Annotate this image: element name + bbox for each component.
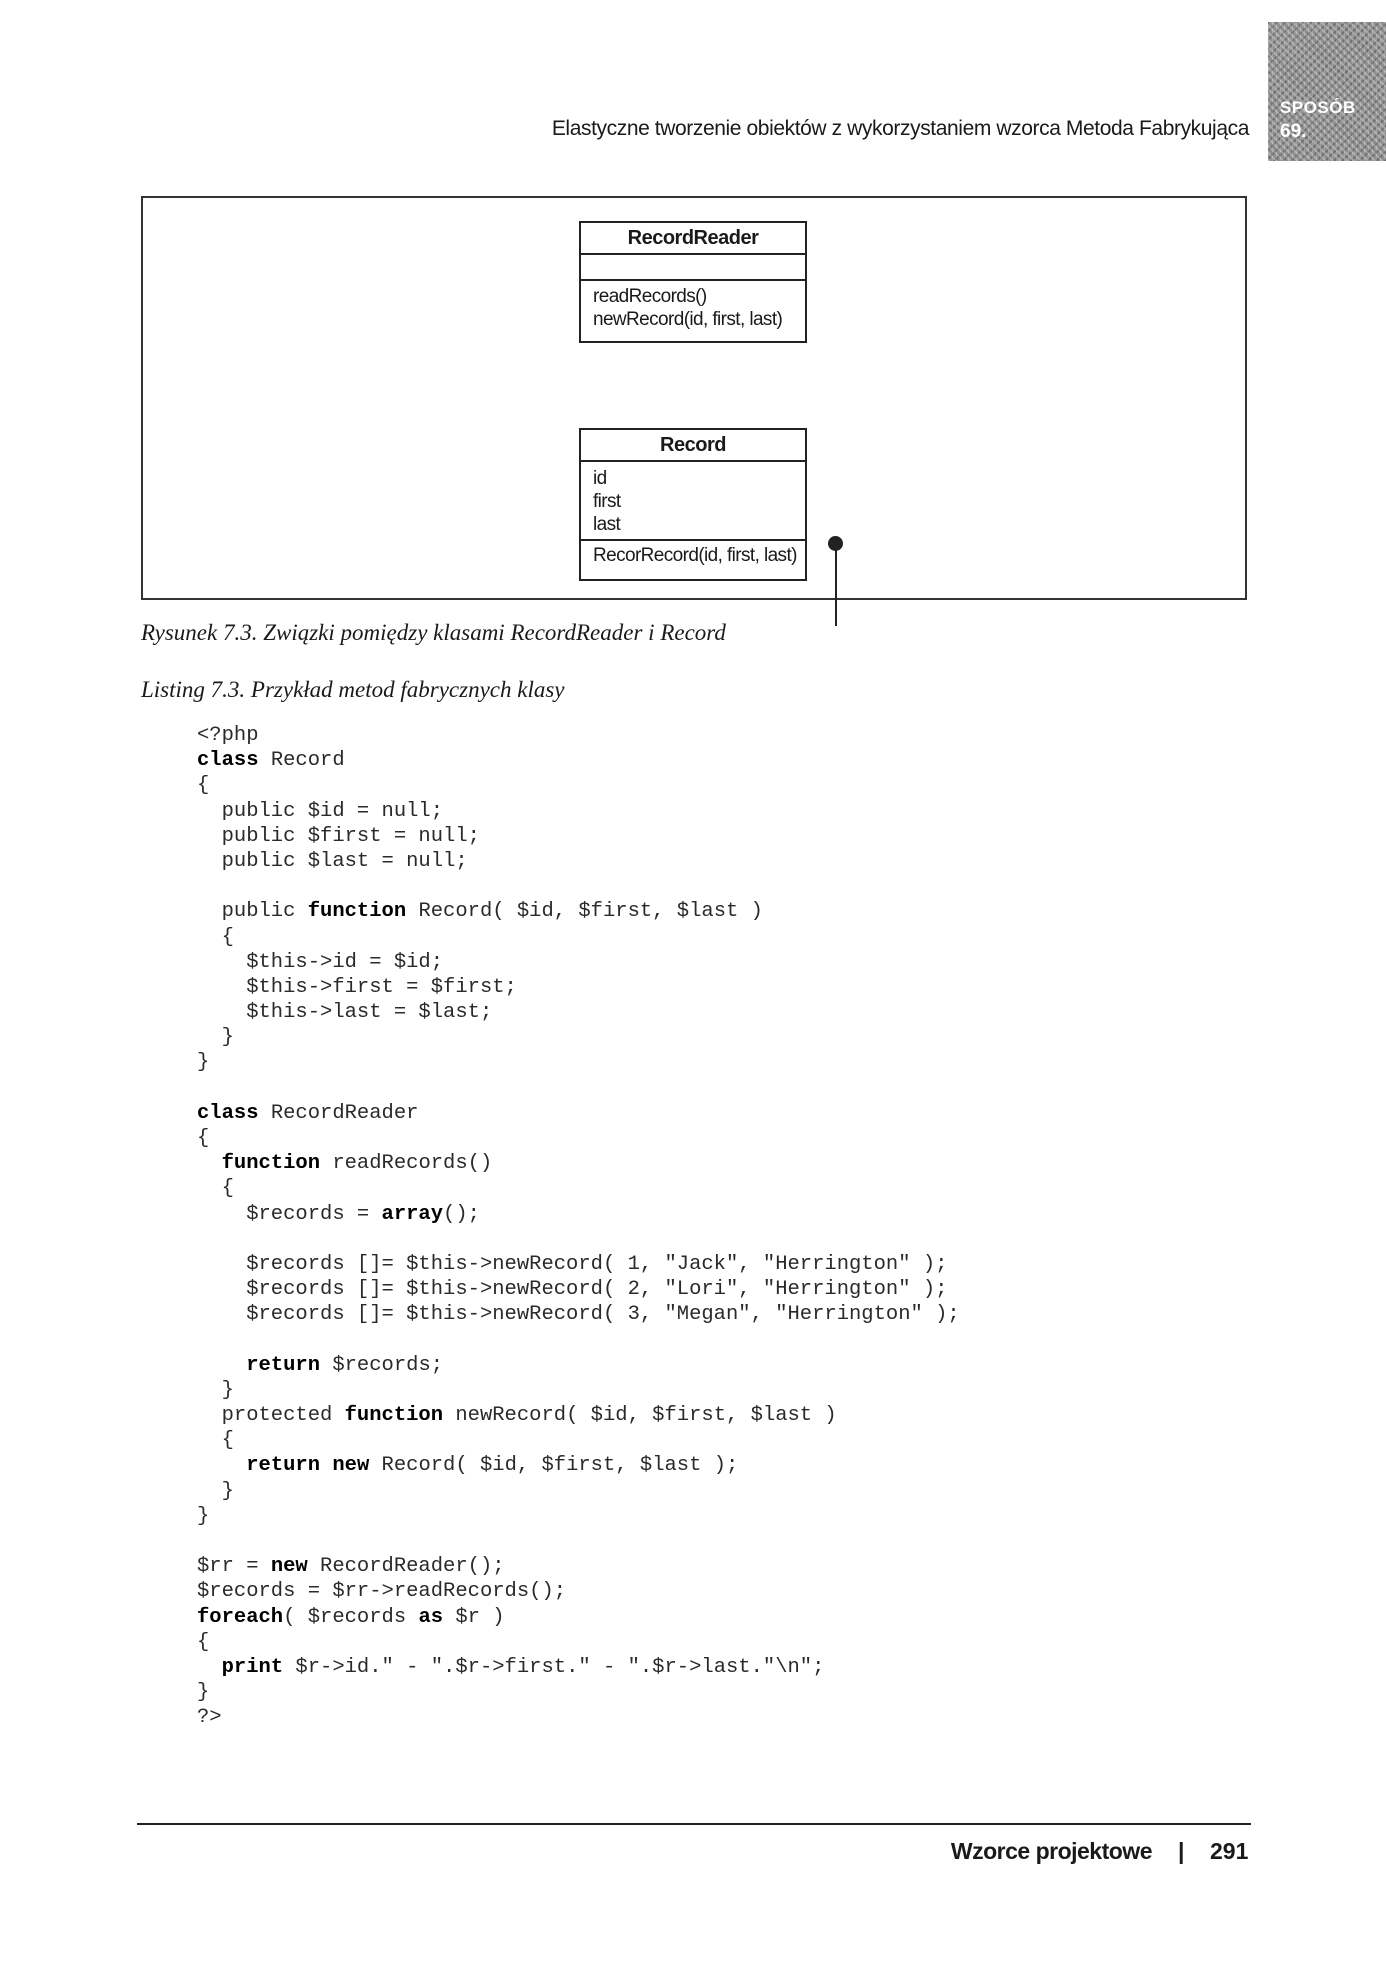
figure-frame: [141, 196, 1247, 600]
code-line: [197, 1453, 960, 1478]
code-keyword: function: [221, 1152, 321, 1176]
code-line: [197, 1227, 960, 1252]
uml-methods-section: [581, 541, 805, 570]
code-line: [197, 874, 960, 899]
code-line: [197, 1403, 960, 1428]
association-line: [835, 540, 837, 626]
code-keyword: array: [381, 1202, 444, 1226]
code-text: $rr =: [197, 1555, 271, 1579]
code-keyword: return: [246, 1454, 321, 1478]
code-text: [197, 1454, 246, 1477]
code-text: $r ): [443, 1605, 505, 1629]
code-text: {: [197, 1429, 234, 1453]
uml-method: RecorRecord(id, first, last): [593, 545, 797, 566]
code-text: public: [197, 900, 308, 924]
code-line: [197, 824, 960, 849]
uml-method: readRecords(): [593, 286, 707, 307]
running-header: Elastyczne tworzenie obiektów z wykorzystaniem wzorca Metoda Fabrykująca: [551, 117, 1249, 140]
uml-method: newRecord(id, first, last): [593, 309, 783, 330]
code-text: <?php: [197, 724, 259, 747]
code-keyword: function: [307, 900, 407, 924]
code-line: [197, 1605, 960, 1630]
code-line: [197, 1630, 960, 1655]
code-text: protected: [197, 1404, 345, 1428]
uml-attributes-section: [581, 255, 805, 281]
code-line: [197, 925, 960, 950]
uml-attributes-section: [581, 462, 805, 541]
code-line: [197, 1479, 960, 1504]
code-text: ( $records: [283, 1605, 419, 1629]
code-line: [197, 1655, 960, 1680]
section-tab-label: SPOSÓB: [1280, 98, 1356, 117]
code-line: [197, 1101, 960, 1126]
code-text: $records =: [197, 1202, 382, 1226]
code-text: $records []= $this->newRecord( 1, "Jack", "Herrington" );: [197, 1252, 948, 1276]
code-keyword: class: [197, 749, 259, 773]
code-text: RecordReader();: [307, 1555, 505, 1579]
code-keyword: return: [246, 1353, 321, 1377]
code-keyword: function: [344, 1404, 444, 1428]
code-text: $records = $rr->readRecords();: [197, 1580, 567, 1604]
code-text: Record( $id, $first, $last ): [406, 900, 763, 924]
code-line: [197, 1151, 960, 1176]
code-keyword: class: [197, 1101, 259, 1125]
uml-attribute: last: [593, 514, 621, 535]
code-line: [197, 1579, 960, 1604]
code-text: $records []= $this->newRecord( 3, "Megan", "Herrington" );: [197, 1303, 960, 1327]
code-line: [197, 1277, 960, 1302]
code-line: [197, 748, 960, 773]
uml-class-record: [579, 428, 807, 581]
code-line: [197, 1252, 960, 1277]
code-keyword: foreach: [197, 1605, 284, 1629]
code-text: {: [197, 925, 234, 949]
code-text: $records []= $this->newRecord( 2, "Lori", "Herrington" );: [197, 1278, 948, 1302]
code-text: $r->id." - ".$r->first." - ".$r->last."\n";: [283, 1655, 825, 1679]
code-line: [197, 1302, 960, 1327]
code-text: {: [197, 1177, 234, 1201]
code-line: [197, 1000, 960, 1025]
code-text: }: [197, 1681, 210, 1705]
code-keyword: new: [270, 1555, 308, 1579]
code-text: }: [197, 1504, 210, 1528]
code-text: $this->id = $id;: [197, 950, 444, 974]
code-text: public $first = null;: [197, 824, 480, 848]
code-line: [197, 899, 960, 924]
footer-rule: [137, 1823, 1251, 1825]
code-listing: [197, 723, 960, 1731]
footer-book-title: Wzorce projektowe: [950, 1838, 1152, 1864]
code-keyword: print: [221, 1655, 284, 1679]
code-text: public $id = null;: [197, 799, 444, 823]
code-line: [197, 1202, 960, 1227]
code-text: {: [197, 1630, 210, 1654]
uml-class-name: RecordReader: [581, 223, 805, 255]
code-line: [197, 1504, 960, 1529]
code-line: [197, 1529, 960, 1554]
code-text: [197, 1152, 222, 1175]
code-line: [197, 1705, 960, 1730]
code-line: [197, 1378, 960, 1403]
figure-caption: Rysunek 7.3. Związki pomiędzy klasami RecordReader i Record: [141, 620, 726, 645]
code-text: $this->last = $last;: [197, 1001, 493, 1025]
code-text: [320, 1454, 332, 1477]
code-text: }: [197, 1026, 234, 1050]
code-text: [197, 1656, 222, 1679]
code-line: [197, 1328, 960, 1353]
code-text: Record: [258, 749, 345, 773]
code-text: [197, 1354, 246, 1377]
code-line: [197, 723, 960, 748]
code-line: [197, 1428, 960, 1453]
code-line: [197, 950, 960, 975]
code-line: [197, 1554, 960, 1579]
code-text: RecordReader: [258, 1101, 419, 1125]
code-text: ();: [443, 1202, 480, 1226]
code-text: Record( $id, $first, $last );: [369, 1454, 739, 1478]
code-text: $this->first = $first;: [197, 975, 517, 999]
code-line: [197, 1126, 960, 1151]
code-line: [197, 1025, 960, 1050]
uml-attribute: first: [593, 491, 621, 512]
code-text: }: [197, 1479, 234, 1503]
code-line: [197, 799, 960, 824]
code-text: }: [197, 1378, 234, 1402]
page-number: 291: [1210, 1838, 1249, 1864]
code-keyword: as: [418, 1605, 444, 1629]
code-keyword: new: [332, 1454, 370, 1478]
code-line: [197, 773, 960, 798]
footer-separator: |: [1178, 1838, 1185, 1864]
section-tab: [1268, 22, 1386, 161]
code-text: {: [197, 774, 210, 798]
code-line: [197, 1176, 960, 1201]
uml-methods-section: [581, 281, 805, 334]
uml-class-recordreader: [579, 221, 807, 343]
code-text: readRecords(): [320, 1152, 493, 1176]
code-line: [197, 975, 960, 1000]
code-line: [197, 849, 960, 874]
listing-caption: Listing 7.3. Przykład metod fabrycznych klasy: [141, 677, 565, 702]
code-text: $records;: [320, 1353, 444, 1377]
code-line: [197, 1353, 960, 1378]
code-text: }: [197, 1051, 210, 1075]
uml-class-name: Record: [581, 430, 805, 462]
code-text: newRecord( $id, $first, $last ): [443, 1404, 837, 1428]
code-line: [197, 1076, 960, 1101]
code-text: ?>: [197, 1706, 222, 1730]
section-tab-number: 69.: [1280, 121, 1307, 142]
uml-attribute: id: [593, 468, 607, 489]
code-text: public $last = null;: [197, 849, 468, 873]
code-line: [197, 1050, 960, 1075]
code-text: {: [197, 1127, 210, 1150]
code-line: [197, 1680, 960, 1705]
